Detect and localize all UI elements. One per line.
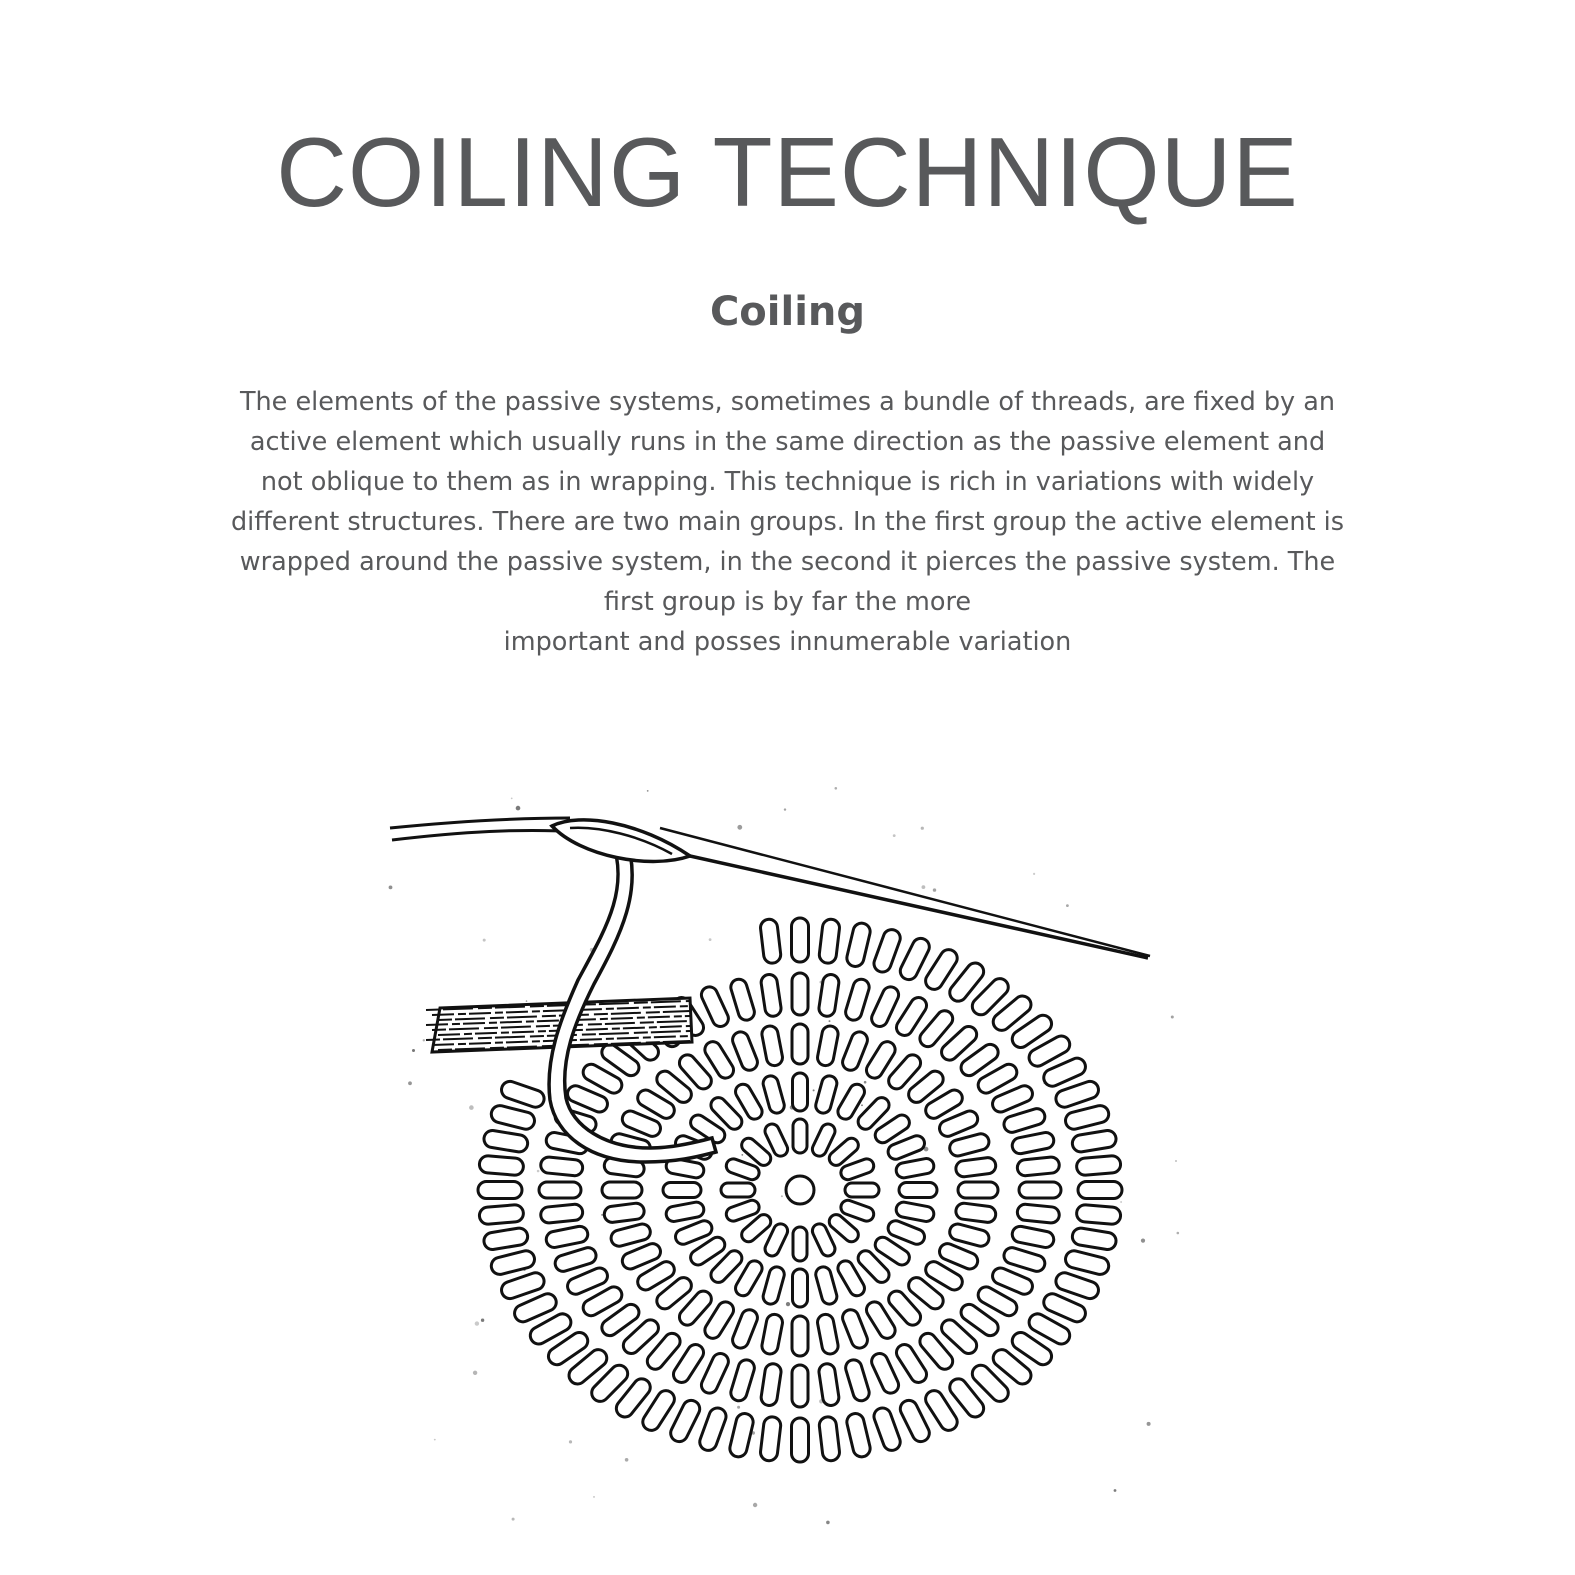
coil-stitch (1071, 1129, 1117, 1153)
coil-stitch (818, 973, 840, 1017)
coil-stitch (895, 1201, 935, 1223)
coil-stitch (814, 1074, 839, 1115)
section-heading: Coiling (709, 289, 866, 335)
coil-stitch (479, 1204, 524, 1225)
paragraph-line: active element which usually runs in the same direction as the passive element and (249, 427, 1326, 457)
paragraph-line: wrapped around the passive system, in the second it pierces the passive system. The (239, 547, 1336, 577)
coil-stitch (699, 984, 731, 1029)
coil-stitch (761, 1265, 786, 1306)
coil-stitch (793, 1073, 808, 1111)
coil-stitch (729, 977, 756, 1022)
coil-stitch (814, 1265, 839, 1306)
speckle (516, 806, 521, 811)
speckle (933, 888, 936, 891)
coil-stitch (730, 1307, 760, 1350)
coil-stitch (540, 1156, 583, 1176)
coil-stitch (545, 1225, 589, 1249)
coil-stitch (1019, 1182, 1061, 1198)
speckle (1177, 1232, 1180, 1235)
coil-stitch (840, 1307, 870, 1350)
paragraph-line: The elements of the passive systems, sometimes a bundle of threads, are fixed by an (239, 387, 1336, 417)
speckle (647, 790, 649, 792)
speckle (835, 787, 838, 790)
coil-stitch (489, 1104, 536, 1131)
coil-stitch (792, 1316, 808, 1356)
paragraph-line: important and posses innumerable variation (503, 627, 1072, 657)
speckle (786, 1302, 790, 1306)
coil-stitch (1017, 1204, 1060, 1224)
speckle (781, 1195, 783, 1197)
speckle (737, 1406, 740, 1409)
coil-stitch (818, 918, 840, 964)
speckle (1141, 1239, 1145, 1243)
coil-stitch (955, 1157, 997, 1178)
speckle (1147, 1422, 1151, 1426)
paragraph-line: different structures. There are two main groups. In the first group the active element is (230, 507, 1345, 537)
paragraph-line: not oblique to them as in wrapping. This technique is rich in variations with widely (260, 467, 1315, 497)
coil-stitch (761, 1025, 784, 1067)
speckle (511, 798, 513, 800)
coil-stitch (955, 1202, 997, 1223)
coil-stitch (845, 1412, 872, 1459)
coiling-illustration (360, 760, 1220, 1540)
coil-stitch (760, 1363, 782, 1407)
speckle (625, 1458, 629, 1462)
coil-stitch (1011, 1131, 1055, 1155)
coil-stitch (602, 1182, 642, 1198)
coil-stitch (845, 1183, 879, 1197)
speckle (408, 1081, 412, 1085)
speckle (826, 1521, 830, 1525)
speckle (469, 1105, 474, 1110)
coil-stitch (663, 1183, 701, 1198)
speckle (813, 1089, 815, 1091)
speckle (473, 1371, 477, 1375)
coil-stitch (609, 1222, 652, 1248)
coil-stitch (760, 973, 782, 1017)
coil-stitch (730, 1030, 760, 1073)
coil-stitch (1011, 1225, 1055, 1249)
page-title: COILING TECHNIQUE (276, 117, 1299, 227)
coil-stitch (761, 1074, 786, 1115)
coil-stitch (895, 1157, 935, 1179)
coil-stitch (1017, 1156, 1060, 1176)
speckle (1066, 904, 1069, 907)
coil-stitch (948, 1222, 991, 1248)
coil-stitch (840, 1030, 870, 1073)
speckle (737, 825, 742, 830)
coil-stitch (844, 1358, 871, 1403)
coil-stitch (761, 1313, 784, 1355)
coil-stitch (1071, 1227, 1117, 1251)
coil-stitch (899, 1183, 937, 1198)
body-paragraph (150, 382, 1425, 662)
coil-stitch (792, 1365, 808, 1407)
coil-stitch (1076, 1155, 1121, 1176)
coil-stitch (483, 1227, 529, 1251)
speckle (1171, 1016, 1174, 1019)
speckle (423, 1039, 425, 1041)
coil-stitch (869, 1351, 901, 1396)
coil-stitch (793, 1119, 807, 1153)
coil-center (786, 1176, 814, 1204)
speckle (829, 1020, 831, 1022)
speckle (593, 1496, 595, 1498)
coil-stitch (489, 1249, 536, 1276)
speckle (784, 808, 786, 810)
speckle (526, 1000, 528, 1002)
coil-stitch (699, 1351, 731, 1396)
speckle (921, 827, 924, 830)
coil-stitch (729, 1358, 756, 1403)
coil-stitch (845, 921, 872, 968)
coil-stitch (792, 1024, 808, 1064)
speckle (569, 1440, 572, 1443)
coil-stitch (483, 1129, 529, 1153)
speckle (389, 886, 393, 890)
speckle (1175, 1160, 1177, 1162)
coil-stitch (793, 1227, 807, 1261)
coil-stitch (539, 1182, 581, 1198)
speckle (537, 1170, 540, 1173)
speckle (434, 1439, 436, 1441)
speckle (893, 834, 896, 837)
speckle (741, 1154, 743, 1156)
speckle (483, 939, 486, 942)
coil-stitch (1078, 1182, 1122, 1199)
coil-stitch (1064, 1249, 1111, 1276)
speckle (512, 1518, 515, 1521)
speckle (753, 1503, 757, 1507)
coil-stitch (1064, 1104, 1111, 1131)
coil-stitch (792, 1418, 809, 1462)
coil-stitch (603, 1202, 645, 1223)
coil-stitch (1076, 1204, 1121, 1225)
coil-stitch (958, 1182, 998, 1198)
coil-stitch (721, 1183, 755, 1197)
speckle (922, 885, 926, 889)
speckle (475, 1321, 479, 1325)
coil-stitch (872, 927, 903, 974)
coil-stitch (792, 973, 808, 1015)
speckle (1033, 873, 1035, 875)
coil-stitch (478, 1182, 522, 1199)
coil-stitch (499, 1079, 546, 1109)
coil-stitch (540, 1204, 583, 1224)
speckle (412, 1049, 415, 1052)
speckle (709, 938, 712, 941)
coil-stitch (818, 1416, 840, 1462)
coil-stitch (793, 1269, 808, 1307)
speckle (861, 1104, 863, 1106)
coil-stitch (948, 1132, 991, 1158)
coil-stitch (760, 918, 782, 964)
coil-stitch (665, 1201, 705, 1223)
speckle (864, 1081, 867, 1084)
coil-stitch (872, 1406, 903, 1453)
coil-stitch (728, 1412, 755, 1459)
coil-stitch (697, 1406, 728, 1453)
coil-stitch (792, 918, 809, 962)
coil-stitch (816, 1313, 839, 1355)
coil-stitch (479, 1155, 524, 1176)
coil-stitch (844, 977, 871, 1022)
speckle (1114, 1489, 1117, 1492)
paragraph-line: first group is by far the more (603, 587, 972, 617)
coil-stitch (760, 1416, 782, 1462)
speckle (481, 1319, 484, 1322)
coil-stitch (816, 1025, 839, 1067)
coil-stitch (869, 984, 901, 1029)
speckle (1120, 1201, 1122, 1203)
